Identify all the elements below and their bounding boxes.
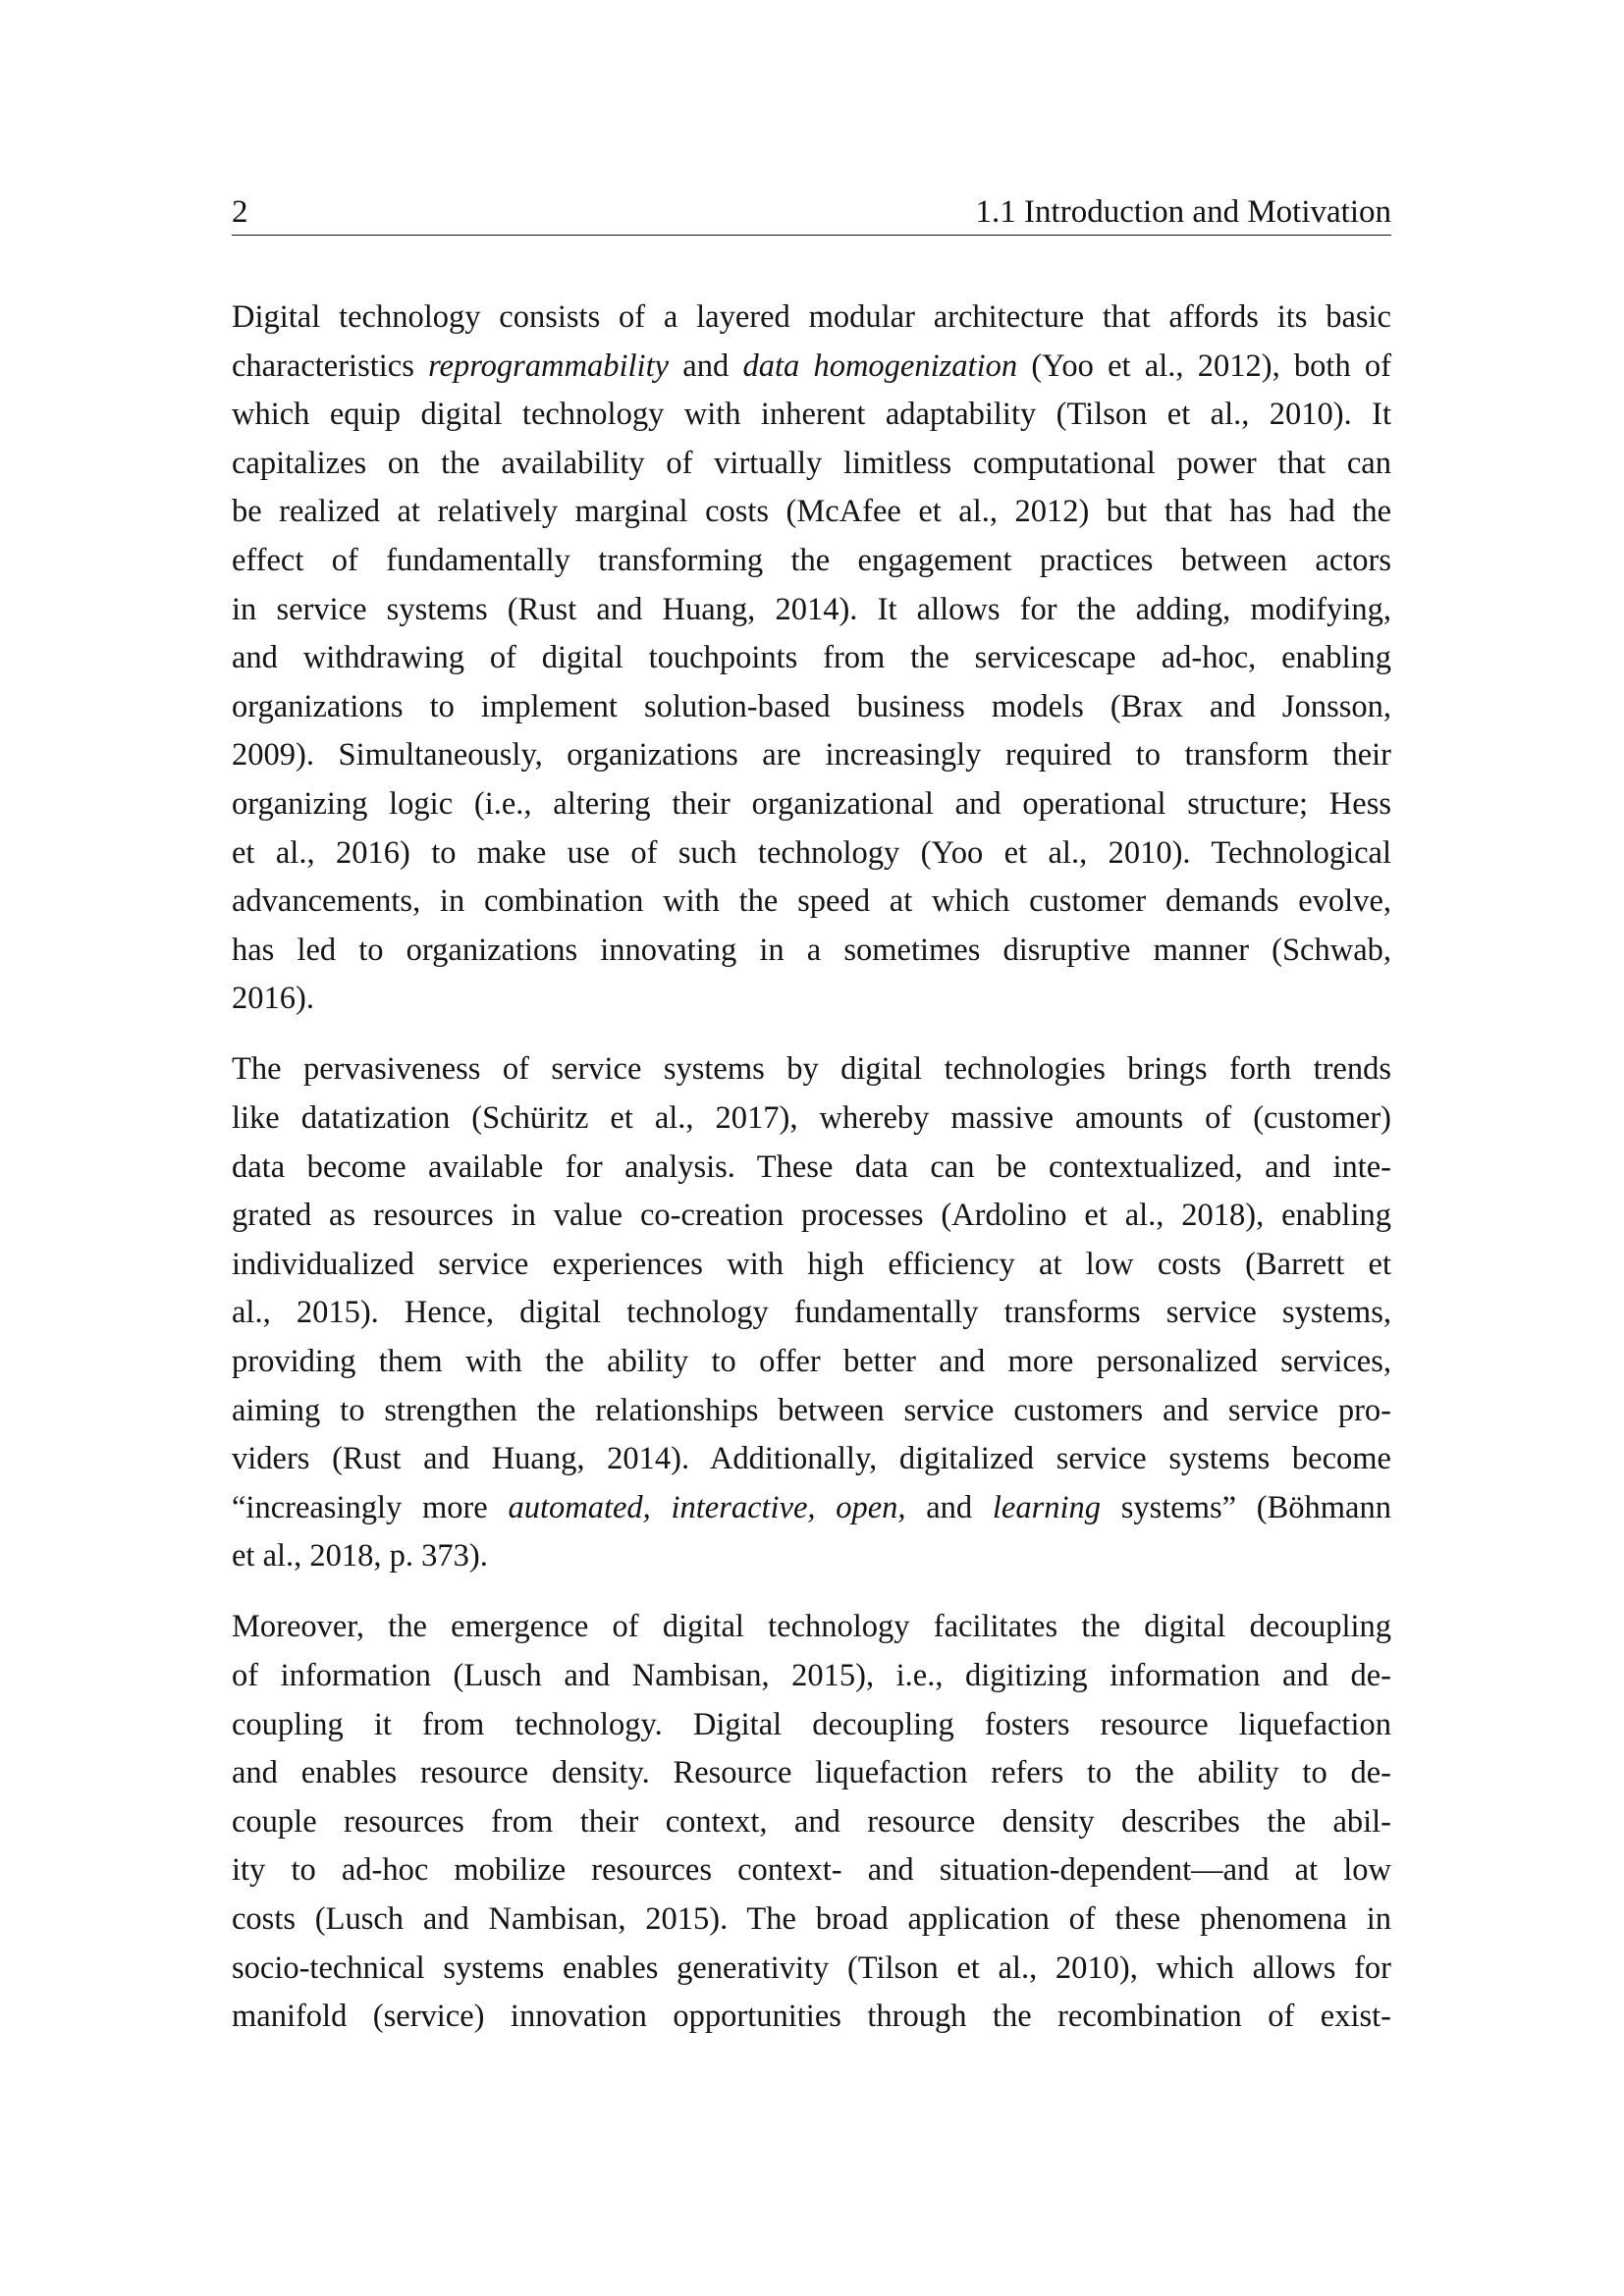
text-line bbox=[232, 1997, 1391, 2036]
text-run: effect of fundamentally transforming the engagement practices between actors bbox=[232, 543, 1391, 578]
italic-term: automated, interactive, open, bbox=[508, 1489, 906, 1525]
italic-term: learning bbox=[992, 1489, 1102, 1525]
italic-term: data homogenization bbox=[742, 347, 1018, 384]
text-run: aiming to strengthen the relationships between service customers and service pro- bbox=[232, 1392, 1391, 1428]
text-run: advancements, in combination with the speed at which customer demands evolve, bbox=[232, 883, 1391, 920]
text-run: be realized at relatively marginal costs (McAfee et al., 2012) but that has had the bbox=[232, 494, 1391, 530]
text-run: socio-technical systems enables generativity (Tilson et al., 2010), which allows for bbox=[232, 1949, 1391, 1986]
text-line bbox=[232, 1488, 1391, 1527]
text-line bbox=[232, 1536, 1391, 1575]
text-run: Moreover, the emergence of digital technology facilitates the digital decoupling bbox=[232, 1609, 1391, 1645]
text-line bbox=[232, 1899, 1391, 1939]
text-line bbox=[232, 1245, 1391, 1284]
running-header bbox=[232, 192, 1391, 232]
text-run: grated as resources in value co-creation processes (Ardolino et al., 2018), enabling bbox=[232, 1198, 1391, 1234]
text-line bbox=[232, 1342, 1391, 1381]
text-line bbox=[232, 1753, 1391, 1792]
text-line bbox=[232, 1098, 1391, 1138]
text-run: The pervasiveness of service systems by digital technologies brings forth trends bbox=[232, 1051, 1391, 1088]
text-line bbox=[232, 1850, 1391, 1890]
text-line bbox=[232, 687, 1391, 726]
text-line bbox=[232, 347, 1391, 386]
text-line bbox=[232, 1705, 1391, 1744]
text-line bbox=[232, 1439, 1391, 1478]
text-run: viders (Rust and Huang, 2014). Additionally, digitalized service systems become bbox=[232, 1441, 1391, 1477]
italic-term: reprogrammability bbox=[428, 347, 670, 384]
text-run: and enables resource density. Resource liquefaction refers to the ability to de- bbox=[232, 1755, 1391, 1791]
text-line bbox=[232, 444, 1391, 483]
text-run: has led to organizations innovating in a sometimes disruptive manner (Schwab, bbox=[232, 932, 1391, 968]
text-run: and withdrawing of digital touchpoints from the servicescape ad-hoc, enabling bbox=[232, 640, 1391, 676]
text-line bbox=[232, 1656, 1391, 1695]
text-line bbox=[232, 1391, 1391, 1430]
text-run: like datatization (Schüritz et al., 2017), whereby massive amounts of (customer) bbox=[232, 1100, 1391, 1136]
text-run: “increasingly more bbox=[232, 1489, 509, 1525]
text-run: characteristics bbox=[232, 347, 429, 384]
text-run: and bbox=[905, 1489, 993, 1525]
text-run: individualized service experiences with high efficiency at low costs (Barrett et bbox=[232, 1246, 1391, 1282]
text-run: et al., 2018, p. 373). bbox=[232, 1538, 488, 1575]
text-run: costs (Lusch and Nambisan, 2015). The broad application of these phenomena in bbox=[232, 1901, 1391, 1937]
text-line bbox=[232, 1196, 1391, 1235]
text-line bbox=[232, 638, 1391, 677]
text-run: of information (Lusch and Nambisan, 2015), i.e., digitizing information and de- bbox=[232, 1658, 1391, 1693]
text-line bbox=[232, 735, 1391, 774]
text-run: 2009). Simultaneously, organizations are increasingly required to transform their bbox=[232, 737, 1391, 774]
text-run: organizations to implement solution-based business models (Brax and Jonsson, bbox=[232, 688, 1391, 724]
text-line bbox=[232, 395, 1391, 434]
text-run: Digital technology consists of a layered modular architecture that affords its basic bbox=[232, 299, 1391, 335]
text-run: manifold (service) innovation opportunities through the recombination of exist- bbox=[232, 1999, 1391, 2035]
text-line bbox=[232, 784, 1391, 824]
text-run: data become available for analysis. These data can be contextualized, and inte- bbox=[232, 1148, 1391, 1185]
text-run: 2016). bbox=[232, 981, 314, 1017]
page-number: 2 bbox=[232, 194, 248, 230]
text-run: in service systems (Rust and Huang, 2014). It allows for the adding, modifying, bbox=[232, 591, 1391, 627]
text-run: and bbox=[669, 347, 743, 384]
text-line bbox=[232, 590, 1391, 629]
text-line bbox=[232, 492, 1391, 531]
header-rule bbox=[232, 235, 1391, 236]
section-title: 1.1 Introduction and Motivation bbox=[975, 194, 1391, 230]
text-run: (Yoo et al., 2012), both of bbox=[1017, 347, 1392, 384]
text-line bbox=[232, 1802, 1391, 1842]
text-run: systems” (Böhmann bbox=[1101, 1489, 1391, 1525]
text-line bbox=[232, 1293, 1391, 1332]
text-line bbox=[232, 1148, 1391, 1187]
text-line bbox=[232, 541, 1391, 580]
text-run: providing them with the ability to offer better and more personalized services, bbox=[232, 1344, 1391, 1379]
text-line bbox=[232, 931, 1391, 970]
text-line bbox=[232, 297, 1391, 337]
text-run: et al., 2016) to make use of such technology (Yoo et al., 2010). Technological bbox=[232, 834, 1391, 871]
text-run: ity to ad-hoc mobilize resources context- and situation-dependent—and at low bbox=[232, 1852, 1391, 1889]
text-line bbox=[232, 1049, 1391, 1089]
text-line bbox=[232, 881, 1391, 921]
text-run: coupling it from technology. Digital decoupling fosters resource liquefaction bbox=[232, 1706, 1391, 1742]
text-line bbox=[232, 979, 1391, 1018]
text-run: which equip digital technology with inherent adaptability (Tilson et al., 2010). It bbox=[232, 397, 1391, 433]
text-run: capitalizes on the availability of virtually limitless computational power that can bbox=[232, 445, 1391, 481]
text-run: al., 2015). Hence, digital technology fundamentally transforms service systems, bbox=[232, 1295, 1391, 1331]
text-line bbox=[232, 1607, 1391, 1646]
text-line bbox=[232, 1949, 1391, 1988]
text-run: organizing logic (i.e., altering their organizational and operational structure; Hess bbox=[232, 786, 1391, 822]
text-line bbox=[232, 833, 1391, 873]
text-run: couple resources from their context, and resource density describes the abil- bbox=[232, 1803, 1391, 1840]
